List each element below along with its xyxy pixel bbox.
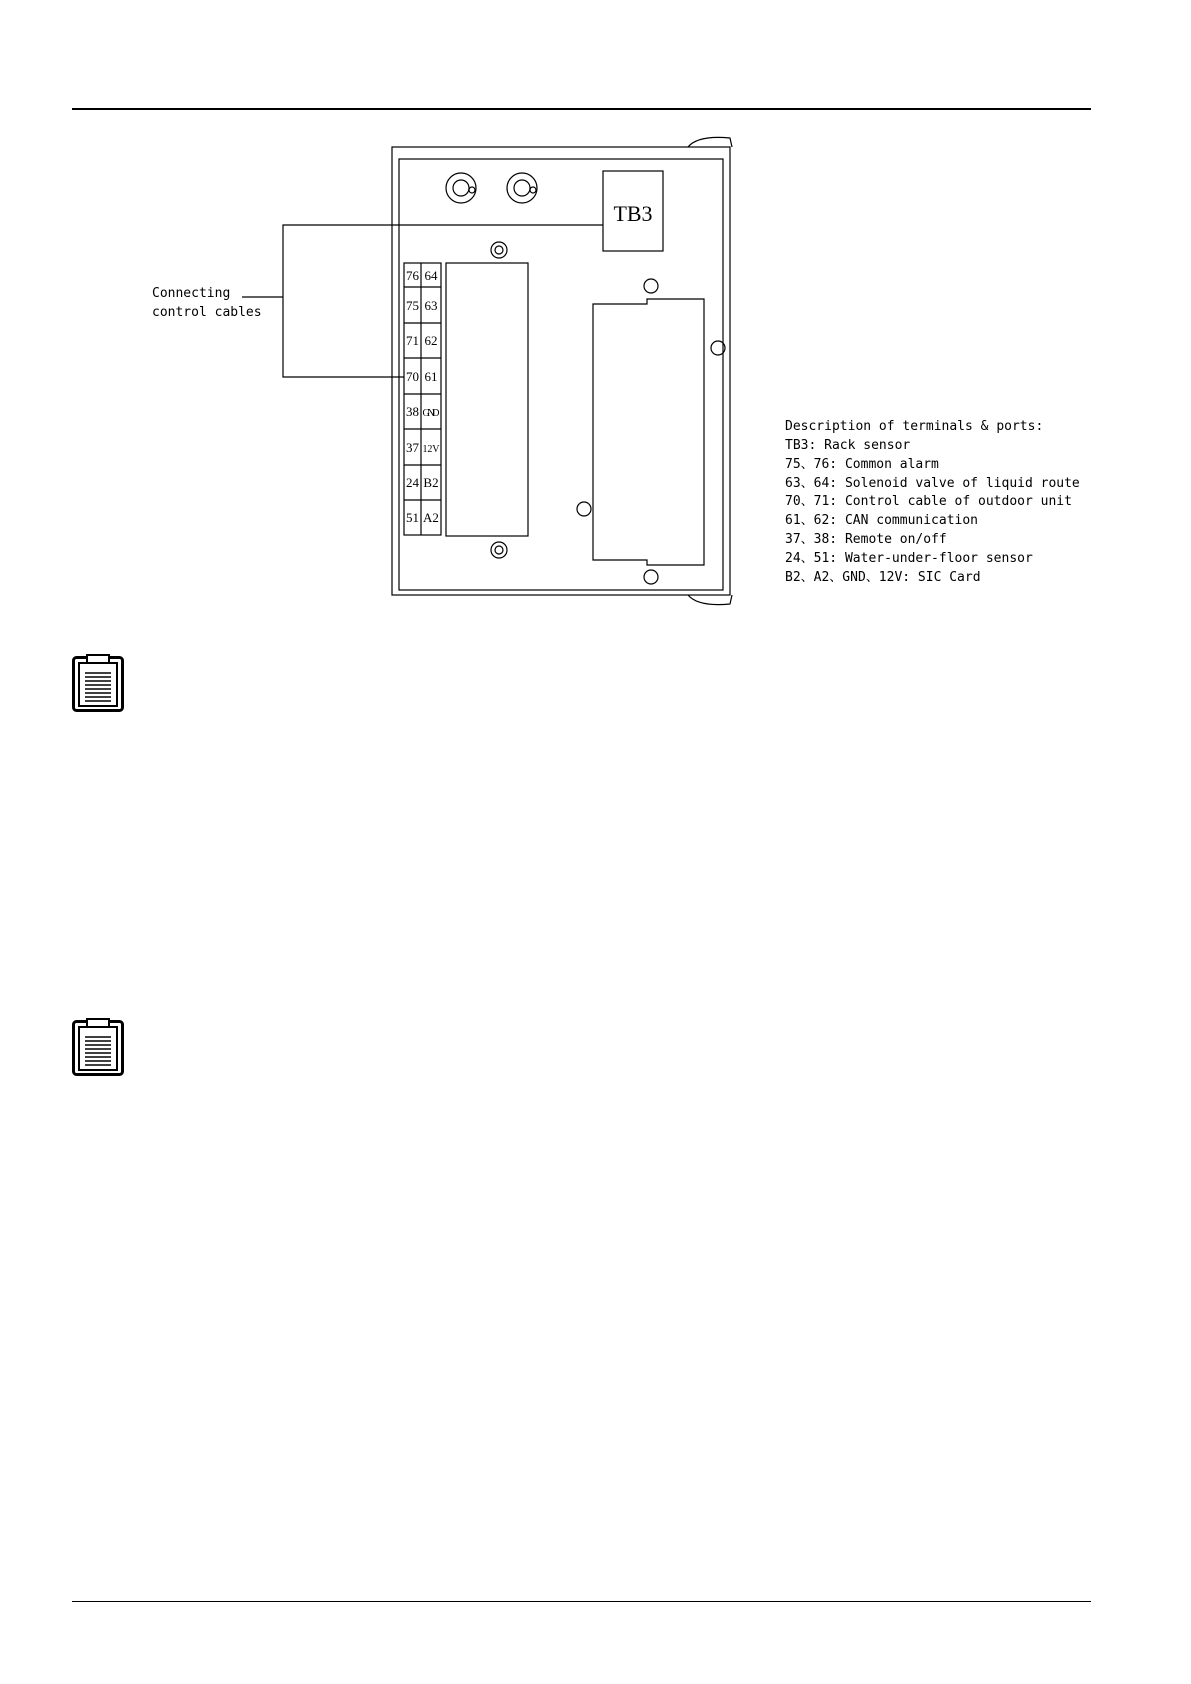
callout-bracket	[283, 225, 603, 377]
sic-card-slot	[593, 299, 704, 565]
hinge-top	[688, 137, 732, 147]
note-icon	[72, 1018, 124, 1076]
enclosure-inner	[399, 159, 723, 590]
legend-line: 70、71: Control cable of outdoor unit	[785, 494, 1072, 509]
cable-gland-left	[446, 173, 476, 203]
terminal-number-left: 24	[406, 475, 419, 490]
terminal-number-right: 62	[424, 333, 438, 348]
terminal-number-left: 75	[406, 298, 419, 313]
terminal-labels	[406, 268, 440, 525]
terminal-number-right: 64	[424, 268, 438, 283]
terminal-number-left: 37	[406, 440, 419, 455]
screw-top	[491, 242, 507, 258]
screw-bottom	[491, 542, 507, 558]
terminal-legend	[785, 419, 1080, 585]
cable-gland-right	[507, 173, 537, 203]
terminal-number-right: 61	[424, 369, 438, 384]
terminal-number-left: 76	[406, 268, 419, 283]
mount-hole-bottom	[644, 570, 658, 584]
terminal-number-right: GND	[422, 408, 440, 419]
terminal-number-right: 63	[424, 298, 438, 313]
terminal-diagram	[0, 0, 1191, 700]
terminal-number-left: 70	[406, 369, 419, 384]
terminal-number-left: 38	[406, 404, 419, 419]
legend-line: B2、A2、GND、12V: SIC Card	[785, 570, 981, 585]
mount-hole-left	[577, 502, 591, 516]
legend-line: 75、76: Common alarm	[785, 457, 939, 472]
terminal-number-right: B2	[423, 475, 439, 490]
legend-line: 61、62: CAN communication	[785, 513, 979, 528]
mount-hole-top	[644, 279, 658, 293]
terminal-number-right: A2	[423, 510, 439, 525]
enclosure-outer	[392, 147, 730, 595]
legend-line: 24、51: Water-under-floor sensor	[785, 551, 1033, 566]
note-icon	[72, 654, 124, 712]
control-board	[446, 263, 528, 536]
legend-line: TB3: Rack sensor	[785, 438, 911, 453]
legend-title: Description of terminals & ports:	[785, 419, 1044, 434]
legend-line: 63、64: Solenoid valve of liquid route	[785, 476, 1080, 491]
terminal-number-left: 51	[406, 510, 419, 525]
terminal-number-left: 71	[406, 333, 419, 348]
legend-line: 37、38: Remote on/off	[785, 532, 947, 547]
hinge-bottom	[688, 595, 732, 605]
tb3-label: TB3	[613, 201, 653, 226]
terminal-number-right: 12V	[422, 444, 440, 455]
callout-label-line1: Connecting	[152, 286, 231, 301]
footer-rule	[72, 1601, 1091, 1602]
callout-label-line2: control cables	[152, 305, 262, 320]
